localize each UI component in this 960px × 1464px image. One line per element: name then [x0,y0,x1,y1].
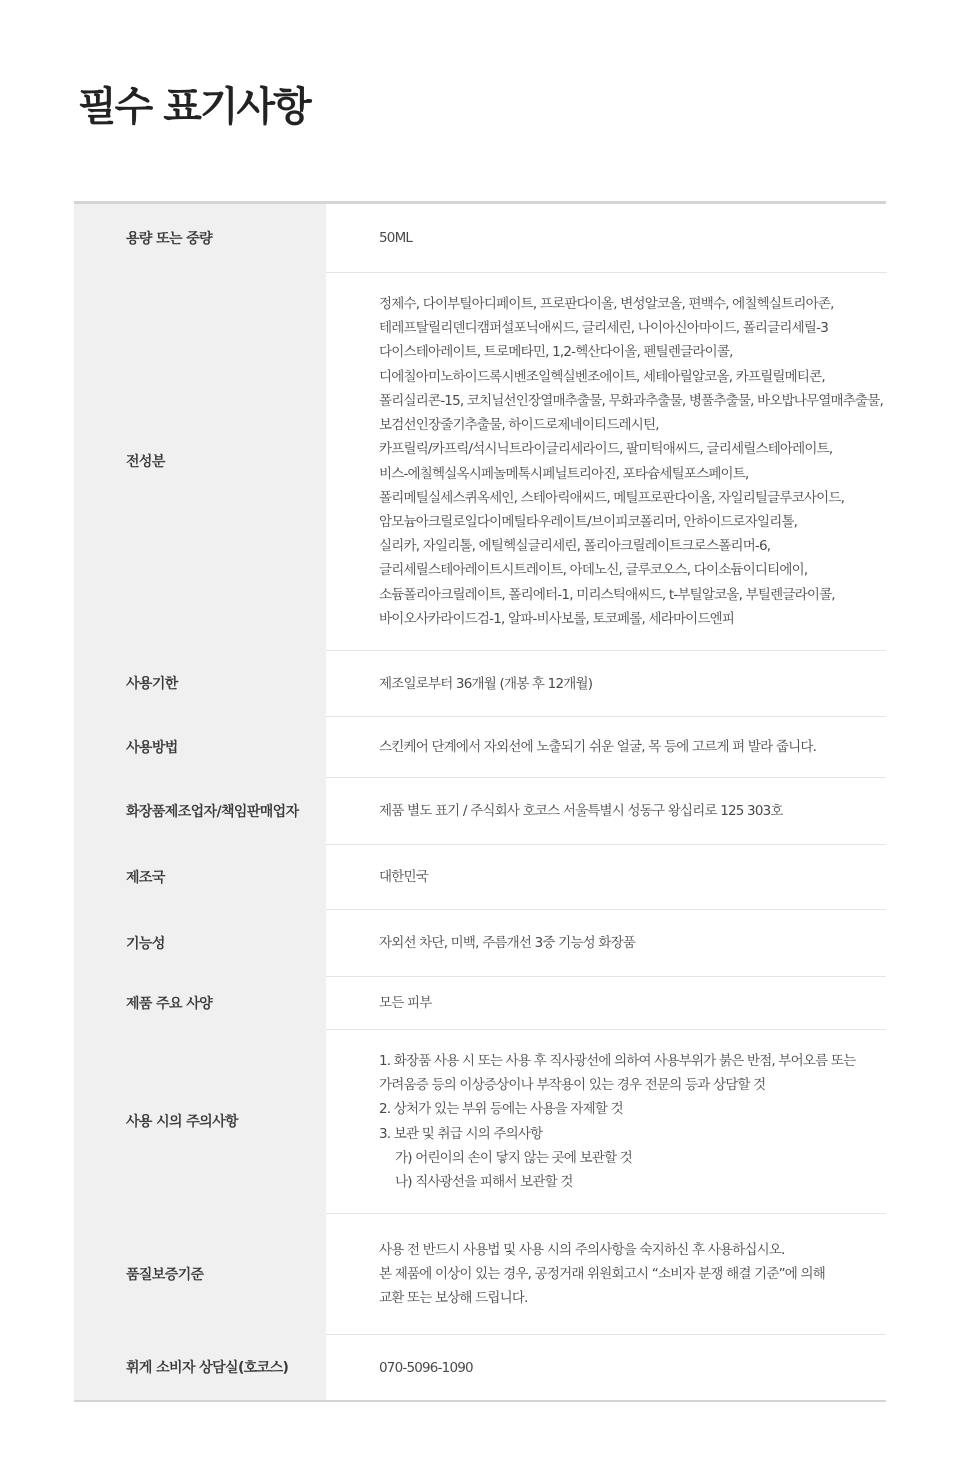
table-row-ingredients [74,272,886,650]
value-line: 비스-에칠헥실옥시페놀메톡시페닐트리아진, 포타슘세틸포스페이트, [379,465,749,482]
value-line: 070-5096-1090 [379,1359,473,1376]
row-label: 사용방법 [74,716,326,777]
table-row-spec [74,976,886,1029]
page-title: 필수 표기사항 [78,84,310,130]
row-label: 품질보증기준 [74,1213,326,1334]
table-row-usage [74,716,886,777]
row-label: 사용 시의 주의사항 [74,1029,326,1213]
value-line: 1. 화장품 사용 시 또는 사용 후 직사광선에 의하여 사용부위가 붉은 반점, 부어오름 또는 [379,1052,856,1069]
row-value [326,976,886,1029]
value-line: 다이스테아레이트, 트로메타민, 1,2-헥산다이올, 펜틸렌글라이콜, [379,344,733,361]
table-row-manufacturer [74,777,886,844]
value-line: 바이오사카라이드검-1, 알파-비사보롤, 토코페롤, 세라마이드엔피 [379,610,735,627]
row-label: 화장품제조업자/책임판매업자 [74,777,326,844]
table-row-country [74,844,886,909]
value-line: 소듐폴리아크릴레이트, 폴리에터-1, 미리스틱애씨드, t-부틸알코올, 부틸렌글라이콜, [379,586,835,603]
row-label: 기능성 [74,909,326,976]
value-line: 2. 상처가 있는 부위 등에는 사용을 자제할 것 [379,1101,623,1118]
table-row-quality [74,1213,886,1334]
value-line: 폴리메틸실세스퀴옥세인, 스테아릭애씨드, 메틸프로판다이올, 자일리틸글루코사이드, [379,489,845,506]
value-line: 자외선 차단, 미백, 주름개선 3중 기능성 화장품 [379,935,636,951]
value-line: 정제수, 다이부틸아디페이트, 프로판다이올, 변성알코올, 편백수, 에칠헥실트리아존, [379,296,834,313]
row-value [326,909,886,976]
row-value [326,777,886,844]
value-line: 테레프탈릴리덴디캠퍼설포닉애씨드, 글리세린, 나이아신아마이드, 폴리글리세릴-3 [379,320,829,337]
row-value [326,1029,886,1213]
table-row-contact [74,1334,886,1400]
value-line: 대한민국 [379,869,428,885]
row-value [326,272,887,650]
value-line: 사용 전 반드시 사용법 및 사용 시의 주의사항을 숙지하신 후 사용하십시오. [379,1241,785,1258]
value-line: 가) 어린이의 손이 닿지 않는 곳에 보관할 것 [395,1149,633,1166]
row-value [326,1334,886,1400]
value-line: 3. 보관 및 취급 시의 주의사항 [379,1125,543,1142]
value-line: 폴리실리콘-15, 코치닐선인장열매추출물, 무화과추출물, 병풀추출물, 바오밥나무열매추출물, [379,392,883,409]
value-line: 가려움증 등의 이상증상이나 부작용이 있는 경우 전문의 등과 상담할 것 [379,1077,766,1094]
table-row-functionality [74,909,886,976]
table-row-expiry [74,650,886,716]
value-line: 스킨케어 단계에서 자외선에 노출되기 쉬운 얼굴, 목 등에 고르게 펴 발라 줍니다. [379,739,817,755]
row-value [326,844,886,909]
row-label: 용량 또는 중량 [74,204,326,272]
value-line: 나) 직사광선을 피해서 보관할 것 [395,1173,573,1190]
value-line: 디에칠아미노하이드록시벤조일헥실벤조에이트, 세테아릴알코올, 카프릴릴메티콘, [379,368,825,385]
row-label: 휘게 소비자 상담실(호코스) [74,1334,326,1400]
value-line: 제품 별도 표기 / 주식회사 호코스 서울특별시 성동구 왕십리로 125 303호 [379,803,783,819]
value-line: 보검선인장줄기추출물, 하이드로제네이티드레시틴, [379,417,659,434]
value-line: 제조일로부터 36개월 (개봉 후 12개월) [379,675,593,692]
value-line: 모든 피부 [379,995,432,1011]
row-value [326,716,886,777]
row-label: 제품 주요 사양 [74,976,326,1029]
spec-table [74,201,886,1402]
table-row-volume [74,204,886,272]
row-value [326,1213,886,1334]
row-label: 사용기한 [74,650,326,716]
row-label: 제조국 [74,844,326,909]
value-line: 암모늄아크릴로일다이메틸타우레이트/브이피코폴리머, 안하이드로자일리톨, [379,513,798,530]
value-line: 카프릴릭/카프릭/석시닉트라이글리세라이드, 팔미틱애씨드, 글리세릴스테아레이트, [379,441,833,458]
value-line: 글리세릴스테아레이트시트레이트, 아데노신, 글루코오스, 다이소듐이디티에이, [379,562,808,579]
row-value [326,650,886,716]
value-line: 본 제품에 이상이 있는 경우, 공정거래 위원회고시 “소비자 분쟁 해결 기준”에 의해 [379,1265,825,1282]
row-value [326,204,886,272]
table-row-cautions [74,1029,886,1213]
value-line: 교환 또는 보상해 드립니다. [379,1290,528,1307]
row-label: 전성분 [74,272,326,650]
value-line: 실리카, 자일리톨, 에틸헥실글리세린, 폴리아크릴레이트크로스폴리머-6, [379,538,771,555]
value-line: 50ML [379,230,413,246]
